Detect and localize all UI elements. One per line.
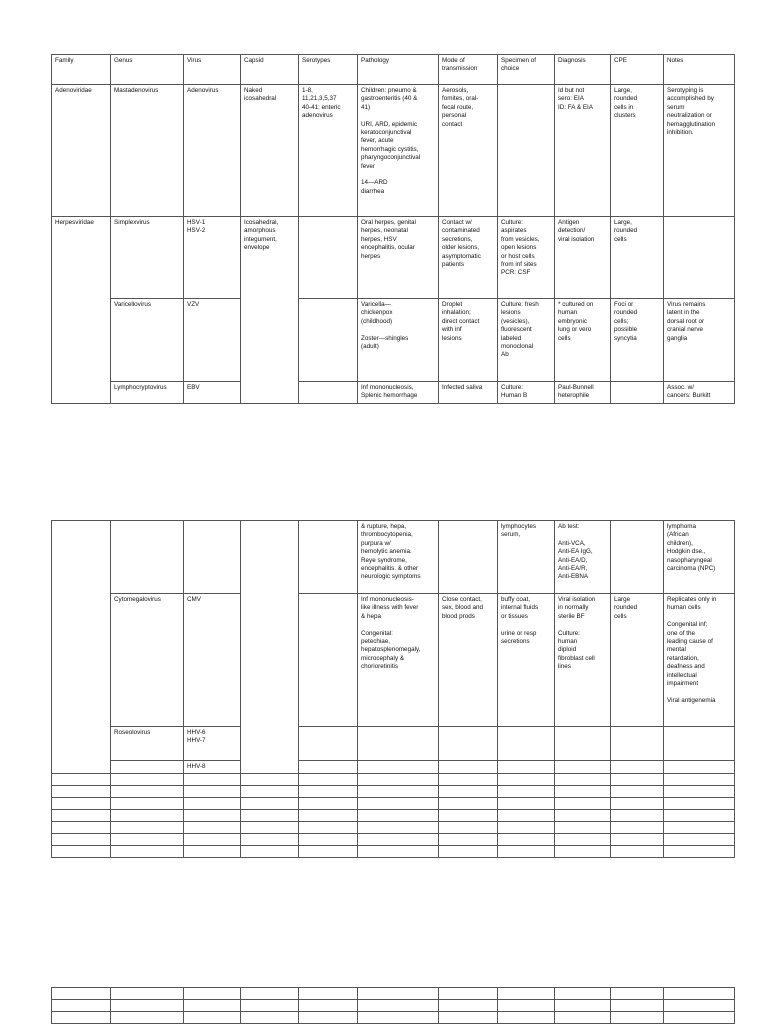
- table-row-ebv-continued: [52, 521, 735, 594]
- specimen-cell: [498, 727, 555, 761]
- family-cell: Herpesviridae: [52, 217, 111, 404]
- empty-cell: [52, 846, 111, 858]
- empty-cell: [52, 810, 111, 822]
- diagnosis-cell: Paul-Bunnell heterophile: [555, 382, 611, 404]
- empty-row: [52, 1012, 735, 1024]
- empty-cell: [664, 1000, 735, 1012]
- cpe-cell: [611, 727, 664, 761]
- header-pathology: Pathology: [358, 55, 439, 85]
- genus-cell: Simplexvirus: [111, 217, 184, 299]
- empty-cell: [664, 1012, 735, 1024]
- table-row-hhv8: [52, 761, 735, 774]
- empty-cell: [439, 810, 498, 822]
- empty-cell: [611, 988, 664, 1000]
- diagnosis-cell: Antigen detection/ viral isolation: [555, 217, 611, 299]
- virus-cell: EBV: [184, 382, 241, 404]
- pathology-cell: Inf mononucleosis- like illness with fever & hepa Congenital: petechiae, hepatosplenomegaly, microcephaly & chorioretinitis: [358, 594, 439, 727]
- empty-cell: [241, 774, 299, 786]
- empty-cell: [498, 846, 555, 858]
- empty-cell: [299, 1012, 358, 1024]
- empty-row: [52, 834, 735, 846]
- specimen-cell: lymphocytes serum,: [498, 521, 555, 594]
- family-cell: Adenoviridae: [52, 85, 111, 217]
- empty-cell: [498, 834, 555, 846]
- empty-cell: [358, 988, 439, 1000]
- empty-cell: [299, 786, 358, 798]
- empty-row: [52, 1000, 735, 1012]
- diagnosis-cell: Viral isolation in normally sterile BF Culture: human diploid fibroblast cell lines: [555, 594, 611, 727]
- empty-cell: [555, 774, 611, 786]
- serotypes-cell: [299, 761, 358, 774]
- specimen-cell: Culture: aspirates from vesicles, open lesions or host cells from inf sites PCR: CSF: [498, 217, 555, 299]
- serotypes-cell: [299, 521, 358, 594]
- empty-cell: [111, 822, 184, 834]
- diagnosis-cell: [555, 761, 611, 774]
- empty-cell: [299, 774, 358, 786]
- empty-cell: [498, 1012, 555, 1024]
- empty-cell: [52, 1012, 111, 1024]
- genus-cell: Cytomegalovirus: [111, 594, 184, 727]
- pathology-cell: [358, 727, 439, 761]
- empty-cell: [111, 774, 184, 786]
- serotypes-cell: [299, 217, 358, 299]
- empty-cell: [611, 810, 664, 822]
- empty-cell: [439, 988, 498, 1000]
- empty-cell: [664, 822, 735, 834]
- empty-cell: [555, 1012, 611, 1024]
- empty-cell: [52, 798, 111, 810]
- empty-cell: [299, 822, 358, 834]
- empty-cell: [611, 1012, 664, 1024]
- genus-cell: Mastadenovirus: [111, 85, 184, 217]
- header-notes: Notes: [664, 55, 735, 85]
- empty-row: [52, 810, 735, 822]
- header-virus: Virus: [184, 55, 241, 85]
- empty-cell: [111, 810, 184, 822]
- capsid-cell: Naked icosahedral: [241, 85, 299, 217]
- genus-cell: [111, 761, 184, 774]
- header-serotypes: Serotypes: [299, 55, 358, 85]
- empty-cell: [498, 1000, 555, 1012]
- empty-cell: [184, 834, 241, 846]
- empty-cell: [52, 834, 111, 846]
- diagnosis-cell: [555, 727, 611, 761]
- virus-cell: VZV: [184, 299, 241, 382]
- empty-cell: [111, 834, 184, 846]
- empty-cell: [299, 798, 358, 810]
- genus-cell: Lymphocryptovirus: [111, 382, 184, 404]
- transmission-cell: Contact w/ contaminated secretions, older lesions, asymptomatic patients: [439, 217, 498, 299]
- empty-cell: [498, 822, 555, 834]
- cpe-cell: Foci or rounded cells; possible syncytia: [611, 299, 664, 382]
- empty-cell: [439, 1000, 498, 1012]
- empty-cell: [358, 786, 439, 798]
- capsid-cell: Icosahedral, amorphous integument, envelope: [241, 217, 299, 404]
- empty-cell: [439, 834, 498, 846]
- empty-cell: [555, 834, 611, 846]
- empty-cell: [498, 798, 555, 810]
- empty-cell: [52, 774, 111, 786]
- notes-cell: Assoc. w/ cancers: Burkitt: [664, 382, 735, 404]
- empty-cell: [555, 846, 611, 858]
- empty-cell: [611, 834, 664, 846]
- header-specimen: Specimen of choice: [498, 55, 555, 85]
- transmission-cell: Droplet inhalation; direct contact with inf lesions: [439, 299, 498, 382]
- diagnosis-cell: Id but not sero: EIA ID: FA & EIA: [555, 85, 611, 217]
- empty-cell: [241, 1012, 299, 1024]
- empty-cell: [241, 1000, 299, 1012]
- cpe-cell: [611, 761, 664, 774]
- header-cpe: CPE: [611, 55, 664, 85]
- empty-cell: [555, 810, 611, 822]
- empty-cell: [299, 810, 358, 822]
- virus-cell: HSV-1 HSV-2: [184, 217, 241, 299]
- virus-cell: CMV: [184, 594, 241, 727]
- empty-cell: [611, 786, 664, 798]
- virus-cell: Adenovirus: [184, 85, 241, 217]
- genus-cell: Roseolovirus: [111, 727, 184, 761]
- empty-cell: [241, 798, 299, 810]
- specimen-cell: [498, 85, 555, 217]
- cpe-cell: [611, 382, 664, 404]
- virus-table-part-2: [51, 520, 735, 858]
- empty-cell: [52, 1000, 111, 1012]
- empty-cell: [241, 786, 299, 798]
- transmission-cell: Aerosols, fomites, oral- fecal route, personal contact: [439, 85, 498, 217]
- pathology-cell: Inf mononucleosis, Splenic hemorrhage: [358, 382, 439, 404]
- table-row-simplexvirus: [52, 217, 735, 299]
- empty-cell: [299, 1000, 358, 1012]
- transmission-cell: Infected saliva: [439, 382, 498, 404]
- pathology-cell: [358, 761, 439, 774]
- transmission-cell: [439, 761, 498, 774]
- empty-cell: [555, 822, 611, 834]
- empty-cell: [241, 988, 299, 1000]
- empty-cell: [358, 822, 439, 834]
- header-family: Family: [52, 55, 111, 85]
- virus-cell: HHV-6 HHV-7: [184, 727, 241, 761]
- empty-cell: [611, 774, 664, 786]
- empty-cell: [184, 1000, 241, 1012]
- virus-table-part-3: [51, 987, 735, 1024]
- empty-cell: [241, 846, 299, 858]
- diagnosis-cell: Ab test: Anti-VCA, Anti-EA IgG, Anti-EA/D, Anti-EA/R, Anti-EBNA: [555, 521, 611, 594]
- empty-cell: [358, 1000, 439, 1012]
- empty-cell: [111, 798, 184, 810]
- cpe-cell: Large, rounded cells in clusters: [611, 85, 664, 217]
- header-diagnosis: Diagnosis: [555, 55, 611, 85]
- notes-cell: Virus remains latent in the dorsal root or cranial nerve ganglia: [664, 299, 735, 382]
- pathology-cell: Children: pneumo & gastroenteritis (40 & 41) URI, ARD, epidemic keratoconjunctival fever, acute hemorrhagic cystitis, pharyngoconjunctival fever 14—ARD diarrhea: [358, 85, 439, 217]
- notes-cell: [664, 727, 735, 761]
- empty-row: [52, 774, 735, 786]
- specimen-cell: [498, 761, 555, 774]
- empty-cell: [184, 822, 241, 834]
- empty-cell: [299, 834, 358, 846]
- notes-cell: [664, 217, 735, 299]
- empty-cell: [611, 822, 664, 834]
- empty-cell: [664, 786, 735, 798]
- empty-cell: [555, 988, 611, 1000]
- notes-cell: Serotyping is accomplished by serum neutralization or hemagglutination inhibition.: [664, 85, 735, 217]
- empty-cell: [184, 846, 241, 858]
- serotypes-cell: [299, 594, 358, 727]
- serotypes-cell: 1-8, 11,21,3,5,37 40-41: enteric adenovirus: [299, 85, 358, 217]
- empty-cell: [241, 834, 299, 846]
- header-capsid: Capsid: [241, 55, 299, 85]
- header-row: [52, 55, 735, 85]
- empty-cell: [241, 810, 299, 822]
- empty-row: [52, 798, 735, 810]
- empty-row: [52, 988, 735, 1000]
- transmission-cell: Close contact, sex, blood and blood prods: [439, 594, 498, 727]
- empty-cell: [498, 786, 555, 798]
- serotypes-cell: [299, 382, 358, 404]
- family-cell: [52, 521, 111, 774]
- cpe-cell: [611, 521, 664, 594]
- empty-cell: [664, 774, 735, 786]
- empty-cell: [111, 1012, 184, 1024]
- specimen-cell: Culture: Human B: [498, 382, 555, 404]
- empty-row: [52, 846, 735, 858]
- genus-cell: [111, 521, 184, 594]
- notes-cell: lymphoma (African children), Hodgkin dse., nasopharyngeal carcinoma (NPC): [664, 521, 735, 594]
- cpe-cell: Large rounded cells: [611, 594, 664, 727]
- table-row-roseolovirus: [52, 727, 735, 761]
- empty-cell: [498, 810, 555, 822]
- empty-cell: [439, 822, 498, 834]
- empty-cell: [358, 798, 439, 810]
- capsid-cell: [241, 521, 299, 774]
- pathology-cell: Oral herpes, genital herpes, neonatal herpes, HSV encephalitis, ocular herpes: [358, 217, 439, 299]
- notes-cell: Replicates only in human cells Congenital inf; one of the leading cause of mental retardation, deafness and intellectual impairment Viral antigenemia: [664, 594, 735, 727]
- empty-cell: [299, 846, 358, 858]
- empty-cell: [664, 988, 735, 1000]
- empty-cell: [299, 988, 358, 1000]
- pathology-cell: & rupture, hepa, thrombocytopenia, purpura w/ hemolytic anemia. Reye syndrome, encephalitis. & other neurologic symptoms: [358, 521, 439, 594]
- empty-cell: [498, 988, 555, 1000]
- empty-cell: [358, 774, 439, 786]
- empty-cell: [439, 786, 498, 798]
- diagnosis-cell: * cultured on human embryonic lung or vero cells: [555, 299, 611, 382]
- transmission-cell: [439, 521, 498, 594]
- empty-cell: [611, 846, 664, 858]
- empty-cell: [611, 798, 664, 810]
- genus-cell: Varicellovirus: [111, 299, 184, 382]
- pathology-cell: Varicella— chickenpox (childhood) Zoster—shingles (adult): [358, 299, 439, 382]
- empty-cell: [439, 1012, 498, 1024]
- transmission-cell: [439, 727, 498, 761]
- empty-cell: [555, 786, 611, 798]
- empty-cell: [555, 1000, 611, 1012]
- empty-cell: [664, 798, 735, 810]
- table-row-cytomegalovirus: [52, 594, 735, 727]
- empty-row: [52, 822, 735, 834]
- empty-cell: [498, 774, 555, 786]
- empty-cell: [184, 786, 241, 798]
- empty-cell: [52, 786, 111, 798]
- virus-cell: [184, 521, 241, 594]
- empty-cell: [555, 798, 611, 810]
- cpe-cell: Large, rounded cells: [611, 217, 664, 299]
- empty-cell: [111, 988, 184, 1000]
- empty-row: [52, 786, 735, 798]
- table-row-varicellovirus: [52, 299, 735, 382]
- notes-cell: [664, 761, 735, 774]
- empty-cell: [184, 798, 241, 810]
- empty-cell: [358, 1012, 439, 1024]
- serotypes-cell: [299, 299, 358, 382]
- virus-table-part-1: [51, 54, 735, 404]
- header-transmission: Mode of transmission: [439, 55, 498, 85]
- table-row-lymphocryptovirus: [52, 382, 735, 404]
- empty-cell: [358, 834, 439, 846]
- empty-cell: [358, 810, 439, 822]
- empty-cell: [52, 822, 111, 834]
- table-row-adenovirus: [52, 85, 735, 217]
- empty-cell: [611, 1000, 664, 1012]
- specimen-cell: buffy coat, internal fluids or tissues urine or resp secretions: [498, 594, 555, 727]
- header-genus: Genus: [111, 55, 184, 85]
- empty-cell: [111, 1000, 184, 1012]
- empty-cell: [111, 846, 184, 858]
- empty-cell: [184, 1012, 241, 1024]
- specimen-cell: Culture: fresh lesions (vesicles), fluorescent labeled monoclonal Ab: [498, 299, 555, 382]
- virus-cell: HHV-8: [184, 761, 241, 774]
- empty-cell: [111, 786, 184, 798]
- empty-cell: [241, 822, 299, 834]
- empty-cell: [184, 810, 241, 822]
- empty-cell: [184, 774, 241, 786]
- serotypes-cell: [299, 727, 358, 761]
- empty-cell: [52, 988, 111, 1000]
- empty-cell: [664, 846, 735, 858]
- empty-cell: [664, 834, 735, 846]
- empty-cell: [439, 798, 498, 810]
- empty-cell: [358, 846, 439, 858]
- empty-cell: [184, 988, 241, 1000]
- empty-cell: [439, 774, 498, 786]
- empty-cell: [664, 810, 735, 822]
- empty-cell: [439, 846, 498, 858]
